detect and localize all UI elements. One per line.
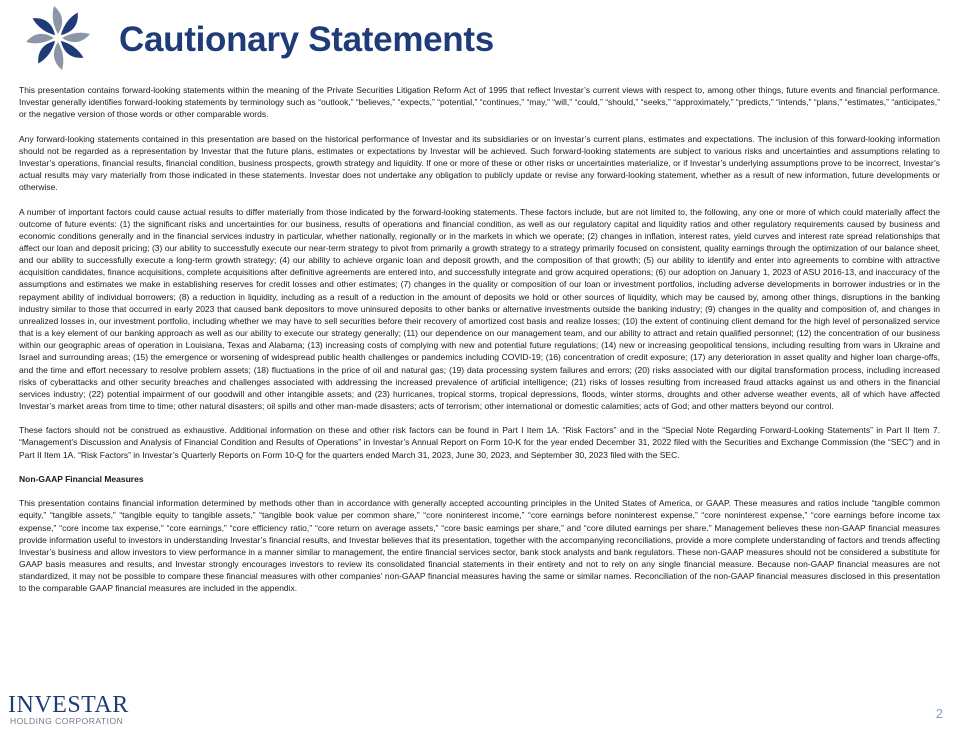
investar-logo-icon bbox=[8, 2, 108, 72]
risk-factors-paragraph: A number of important factors could cause actual results to differ materially from those indicated by the forward-looking statements. These factors include, but are not limited to, the following, any one or more of which could materially affect the outcome of future events: (1) the significant risks and uncertainties for our business, results of operations and financial condition, as well as our regulatory capital and liquidity ratios and other regulatory requirements caused by business and economic conditions generally and in the financial services industry in particular, whether nationally, regionally or in the markets in which we operate; (2) changes in inflation, interest rates, yield curves and interest rate spread relationships that affect our loan and deposit pricing; (3) our ability to successfully execute our near-term strategy to pivot from primarily a growth strategy to a strategy primarily focused on consistent, quality earnings through the optimization of our balance sheet, and our ability to successfully execute a long-term growth strategy; (4) our ability to achieve organic loan and deposit growth, and the composition of that growth; (5) our ability to identify and enter into agreements to combine with attractive acquisition candidates, finance acquisitions, complete acquisitions after definitive agreements are entered into, and successfully integrate and grow acquired operations; (6) our adoption on January 1, 2023 of ASU 2016-13, and inaccuracy of the assumptions and estimates we make in establishing reserves for credit losses and other estimates; (7) changes in the quality or composition of our loan or investment portfolios, including adverse developments in borrower industries or in the repayment ability of individual borrowers; (8) a reduction in liquidity, including as a result of a reduction in the amount of deposits we hold or other sources of liquidity, which may be caused by, among other things, disruptions in the banking industry similar to those that occurred in early 2023 that caused bank depositors to move uninsured deposits to other banks or alternative investments outside the banking industry; (9) changes in the quality and composition of, and changes in unrealized losses in, our investment portfolio, including whether we may have to sell securities before their recovery of amortized cost basis and realize losses; (10) the extent of continuing client demand for the high level of personalized service that is a key element of our banking approach as well as our ability to execute our strategy generally; (11) our dependence on our management team, and our ability to attract and retain qualified personnel; (12) the concentration of our business within our geographic areas of operation in Louisiana, Texas and Alabama; (13) increasing costs of complying with new and potential future regulations; (14) new or increasing geopolitical tensions, including resulting from wars in Ukraine and Israel and surrounding areas; (15) the emergence or worsening of widespread public health challenges or pandemics including COVID-19; (16) concentration of credit exposure; (17) any deterioration in asset quality and higher loan charge-offs, and the time and effort necessary to resolve problem assets; (18) fluctuations in the price of oil and natural gas; (19) data processing system failures and errors; (20) risks associated with our digital transformation process, including increased risks of cyberattacks and other security breaches and challenges associated with addressing the increased prevalence of artificial intelligence; (21) risks of losses resulting from increased fraud attacks against us and others in the financial services industry; (22) potential impairment of our goodwill and other intangible assets; and (23) hurricanes, tropical storms, tropical depressions, floods, winter storms, droughts and other adverse weather events, all of which have affected Investar’s market areas from time to time; other natural disasters; oil spills and other man-made disasters; acts of terrorism; other international or domestic calamities; acts of God; and other matters beyond our control. bbox=[19, 206, 940, 412]
page-title: Cautionary Statements bbox=[119, 20, 494, 59]
nongaap-paragraph: This presentation contains financial information determined by methods other than in accordance with generally accepted accounting principles in the United States of America, or GAAP. These measures and ratios include “tangible common equity,” “tangible assets,” “tangible equity to tangible assets,” “tangible book value per common share,” “core noninterest income,” “core earnings before noninterest expense,” “core noninterest expense,” “core earnings before income tax expense,” “core income tax expense,” “core earnings,” “core efficiency ratio,” “core return on average assets,” “core basic earnings per share,” and “core diluted earnings per share.” Management believes these non-GAAP financial measures provide information useful to investors in understanding Investar’s financial results, and Investar believes that its presentation, together with the accompanying reconciliations, provide a more complete understanding of factors and trends affecting Investar’s business and allow investors to view performance in a manner similar to management, the entire financial services sector, bank stock analysts and bank regulators. These non-GAAP measures should not be considered a substitute for GAAP basis measures and results, and Investar strongly encourages investors to review its consolidated financial statements in their entirety and not to rely on any single financial measure. Because non-GAAP financial measures are not standardized, it may not be possible to compare these financial measures with other companies’ non-GAAP financial measures having the same or similar names. Reconciliation of the non-GAAP financial measures disclosed in this presentation to the comparable GAAP financial measures are included in the appendix. bbox=[19, 498, 940, 594]
brand-subtitle: HOLDING CORPORATION bbox=[10, 716, 124, 726]
nongaap-heading: Non-GAAP Financial Measures bbox=[19, 473, 144, 484]
forward-looking-intro-paragraph: This presentation contains forward-looking statements within the meaning of the Private Securities Litigation Reform Act of 1995 that reflect Investar’s current views with respect to, among other things, future events and financial performance. Investar generally identifies forward-looking statements by terminology such as “outlook,” “believes,” “expects,” “potential,” “continues,” “may,” “will,” “could,” “should,” “seeks,” “approximately,” “predicts,” “intends,” “plans,” “estimates,” “anticipates,” or the negative version of those words or other comparable words. bbox=[19, 85, 940, 120]
brand-name: INVESTAR bbox=[8, 692, 129, 718]
page-number: 2 bbox=[935, 706, 943, 721]
disclaimer-body bbox=[19, 84, 940, 594]
forward-looking-basis-paragraph: Any forward-looking statements contained in this presentation are based on the historical performance of Investar and its subsidiaries or on Investar’s current plans, estimates and expectations. The inclusion of this forward-looking information should not be regarded as a representation by Investar that the future plans, estimates or expectations by Investar will be achieved. Such forward-looking statements are subject to various risks and uncertainties and assumptions relating to Investar’s operations, financial results, financial condition, business prospects, growth strategy and liquidity. If one or more of these or other risks or uncertainties materialize, or if Investar’s underlying assumptions prove to be incorrect, Investar’s actual results may vary materially from those indicated in these statements. Investar does not undertake any obligation to publicly update or revise any forward-looking statement, whether as a result of new information, future developments or otherwise. bbox=[19, 133, 940, 193]
additional-information-paragraph: These factors should not be construed as exhaustive. Additional information on these and other risk factors can be found in Part I Item 1A. “Risk Factors” and in the “Special Note Regarding Forward-Looking Statements” in Part II Item 7. “Management’s Discussion and Analysis of Financial Condition and Results of Operations” in Investar’s Annual Report on Form 10-K for the year ended December 31, 2022 filed with the Securities and Exchange Commission (the “SEC”) and in Part II Item 1A. “Risk Factors” in Investar’s Quarterly Reports on Form 10-Q for the quarters ended March 31, 2023, June 30, 2023, and September 30, 2023 filed with the SEC. bbox=[19, 425, 940, 460]
brand-logo bbox=[8, 694, 129, 726]
